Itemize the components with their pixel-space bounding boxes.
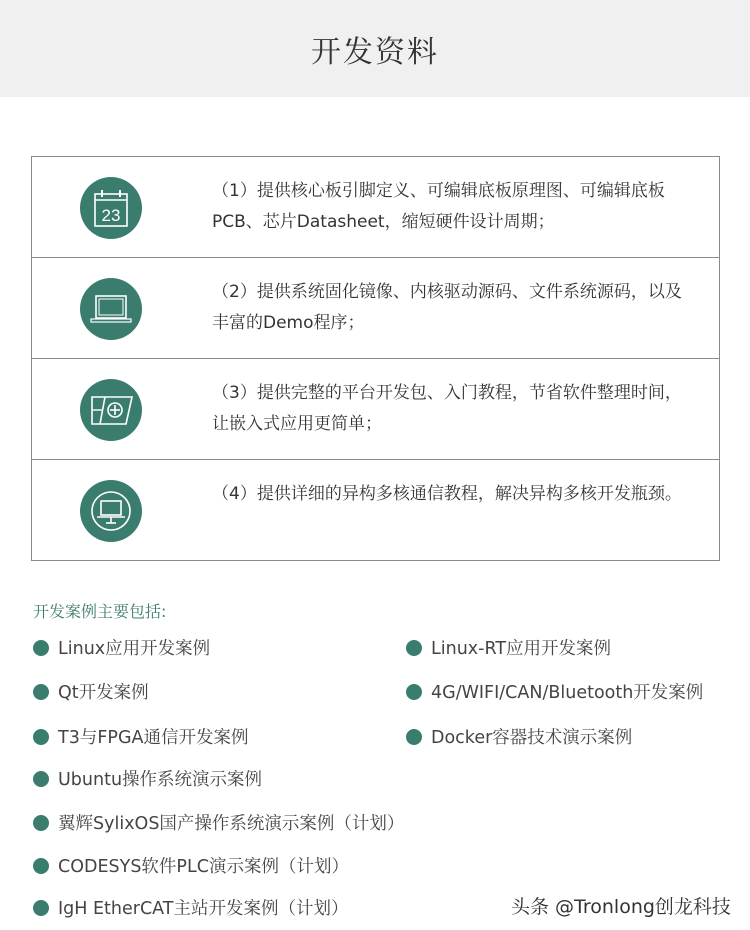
- feature-table: [31, 156, 720, 561]
- case-label: CODESYS软件PLC演示案例（计划）: [58, 857, 349, 877]
- feature-row: [32, 258, 719, 359]
- bullet-icon: [406, 729, 422, 745]
- feature-text: （1）提供核心板引脚定义、可编辑底板原理图、可编辑底板PCB、芯片Datasheet，缩短硬件设计周期；: [212, 181, 665, 232]
- case-label: 4G/WIFI/CAN/Bluetooth开发案例: [431, 683, 704, 703]
- case-item: [406, 635, 611, 660]
- bullet-icon: [33, 771, 49, 787]
- case-label: T3与FPGA通信开发案例: [58, 728, 249, 748]
- case-label: Linux-RT应用开发案例: [431, 639, 612, 659]
- watermark: 头条 @Tronlong创龙科技: [511, 896, 731, 918]
- case-label: IgH EtherCAT主站开发案例（计划）: [58, 899, 349, 919]
- case-item: [33, 679, 149, 704]
- case-item: [33, 724, 248, 749]
- case-label: Qt开发案例: [58, 683, 149, 703]
- case-label: Docker容器技术演示案例: [431, 728, 633, 748]
- case-label: Linux应用开发案例: [58, 639, 211, 659]
- bullet-icon: [33, 684, 49, 700]
- cases-heading: 开发案例主要包括:: [33, 602, 167, 621]
- bullet-icon: [406, 684, 422, 700]
- calendar-icon: [80, 177, 142, 239]
- header-banner: [0, 0, 750, 97]
- platform-icon: [80, 379, 142, 441]
- case-item: [406, 679, 703, 704]
- feature-row: [32, 359, 719, 460]
- feature-text: （2）提供系统固化镜像、内核驱动源码、文件系统源码，以及丰富的Demo程序；: [212, 282, 682, 333]
- bullet-icon: [33, 900, 49, 916]
- case-item: [33, 766, 262, 791]
- case-item: [33, 895, 348, 920]
- feature-row: [32, 460, 719, 560]
- bullet-icon: [33, 640, 49, 656]
- case-item: [33, 635, 210, 660]
- case-label: Ubuntu操作系统演示案例: [58, 770, 263, 790]
- monitor-icon: [80, 480, 142, 542]
- page-title: 开发资料: [311, 34, 439, 70]
- bullet-icon: [33, 729, 49, 745]
- bullet-icon: [33, 815, 49, 831]
- case-label: 翼辉SylixOS国产操作系统演示案例（计划）: [58, 814, 405, 834]
- calendar-day: 23: [101, 206, 121, 225]
- feature-text: （3）提供完整的平台开发包、入门教程，节省软件整理时间，让嵌入式应用更简单；: [212, 383, 682, 434]
- bullet-icon: [33, 858, 49, 874]
- case-item: [33, 853, 349, 878]
- case-item: [33, 810, 404, 835]
- feature-text: （4）提供详细的异构多核通信教程，解决异构多核开发瓶颈。: [212, 484, 682, 504]
- laptop-icon: [80, 278, 142, 340]
- bullet-icon: [406, 640, 422, 656]
- feature-row: [32, 157, 719, 258]
- case-item: [406, 724, 632, 749]
